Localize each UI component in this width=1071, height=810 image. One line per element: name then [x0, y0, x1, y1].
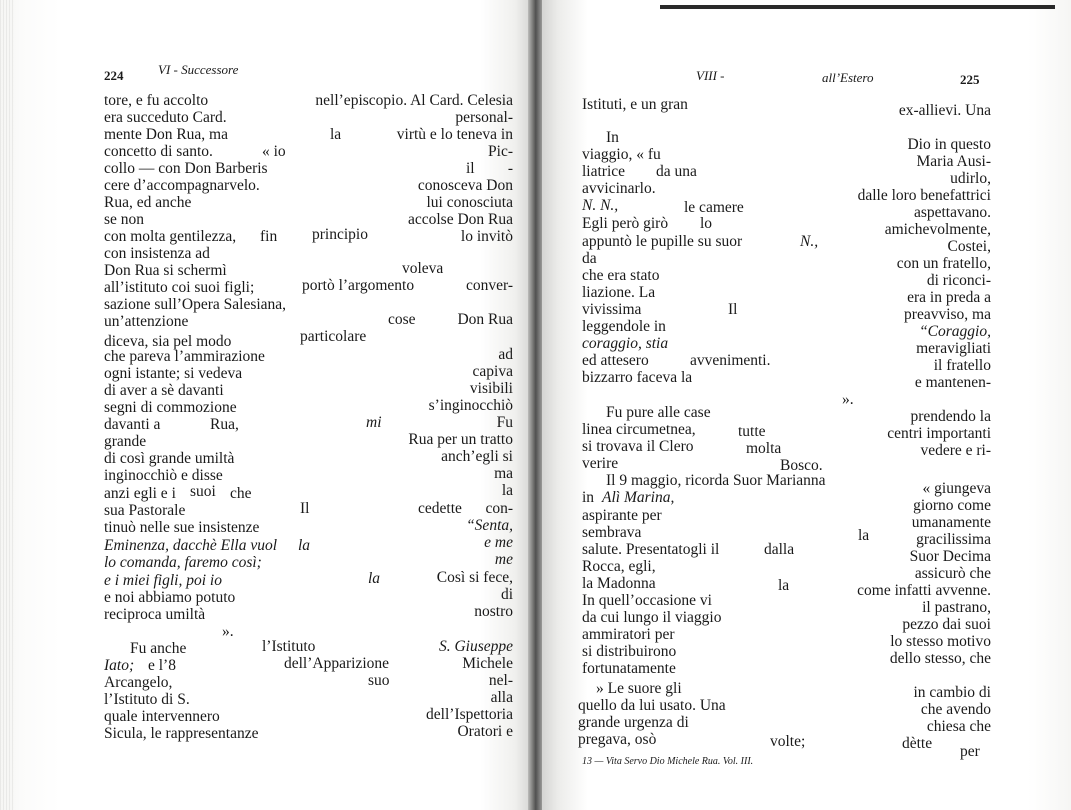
- text-line: Don Rua: [457, 311, 513, 328]
- text-line: che: [230, 485, 252, 502]
- text-line: si trovava il Clero: [582, 438, 694, 455]
- text-line: che era stato: [582, 267, 660, 284]
- text-line: conosceva Don: [417, 177, 513, 194]
- text-line: cedette: [418, 500, 462, 517]
- text-line: ed attesero: [582, 352, 649, 369]
- text-line: Alì Marina,: [602, 489, 675, 506]
- text-line: lui conosciuta: [426, 194, 513, 211]
- text-line: se non: [104, 211, 145, 228]
- text-line: accolse Don Rua: [407, 211, 513, 228]
- text-line: Fu: [496, 414, 513, 431]
- text-line: diceva, sia pel modo: [104, 333, 232, 350]
- text-line: pregava, osò: [578, 731, 657, 748]
- text-line: dalla: [764, 541, 795, 558]
- text-line: concetto di santo.: [104, 143, 213, 160]
- text-line: il pastrano,: [922, 599, 991, 616]
- text-line: N. N.,: [582, 197, 619, 214]
- text-line: dalle loro benefattrici: [857, 187, 991, 204]
- text-line: lo invitò: [460, 228, 513, 245]
- text-line: principio: [312, 226, 368, 243]
- text-line: Iato;: [104, 657, 135, 674]
- text-line: Maria Ausi-: [916, 153, 991, 170]
- text-line: lo comanda, faremo così;: [104, 554, 262, 571]
- text-line: gracilissima: [916, 531, 991, 548]
- text-line: la: [858, 527, 870, 544]
- text-line: che pareva l’ammirazione: [104, 348, 265, 365]
- text-line: me: [494, 551, 513, 568]
- text-line: con un fratello,: [896, 255, 991, 272]
- text-line: Fu pure alle case: [606, 404, 711, 421]
- text-line: Suor Decima: [909, 548, 991, 565]
- running-head-left: VI - Successore: [158, 62, 239, 77]
- text-line: fin: [260, 228, 278, 245]
- text-line: « io: [262, 143, 286, 160]
- text-line: ma: [494, 465, 513, 482]
- text-line: umanamente: [911, 514, 991, 531]
- text-line: liatrice: [582, 163, 626, 180]
- text-line: centri importanti: [887, 425, 991, 442]
- text-line: la: [298, 537, 311, 554]
- text-line: Costei,: [947, 238, 991, 255]
- text-line: segni di commozione: [104, 399, 237, 416]
- footnote: 13 — Vita Servo Dio Michele Rua. Vol. III.: [582, 756, 754, 767]
- text-line: cere d’accompagnarvelo.: [104, 177, 260, 194]
- text-line: nostro: [474, 603, 513, 620]
- text-line: quale intervennero: [104, 708, 220, 725]
- text-line: la: [368, 570, 381, 587]
- text-line: alla: [490, 689, 513, 706]
- text-line: l’Istituto di S.: [104, 691, 190, 708]
- text-line: che avendo: [920, 701, 991, 718]
- text-line: sazione sull’Opera Salesiana,: [104, 296, 287, 313]
- text-line: voleva: [402, 260, 444, 277]
- text-line: » Le suore gli: [596, 680, 682, 697]
- text-line: Dio in questo: [907, 136, 991, 153]
- text-line: virtù e lo teneva in: [396, 126, 513, 143]
- text-line: era in preda a: [907, 289, 991, 306]
- text-line: giorno come: [913, 497, 991, 514]
- text-line: e mantenen-: [914, 374, 991, 391]
- text-line: -: [507, 160, 513, 177]
- text-line: in: [582, 489, 595, 506]
- text-line: grande urgenza di: [578, 714, 689, 731]
- text-line: ammiratori per: [582, 626, 675, 643]
- text-line: il fratello: [933, 357, 991, 374]
- text-line: vedere e ri-: [920, 442, 991, 459]
- text-line: Egli però girò: [582, 215, 669, 232]
- text-line: e me: [484, 534, 513, 551]
- text-line: tutte: [738, 423, 766, 440]
- text-line: inginocchiò e disse: [104, 467, 223, 484]
- text-line: N.,: [800, 233, 819, 250]
- text-line: In quell’occasione vi: [582, 592, 712, 609]
- text-line: come infatti avvenne.: [857, 582, 991, 599]
- text-line: Rocca, egli,: [582, 558, 656, 575]
- text-line: la: [330, 126, 342, 143]
- page-number-right: 225: [960, 72, 980, 87]
- text-line: Don Rua si schermì: [104, 262, 227, 279]
- text-line: amichevolmente,: [884, 221, 991, 238]
- text-line: lo: [700, 215, 713, 232]
- text-line: personal-: [455, 109, 513, 126]
- text-line: mi: [366, 414, 382, 431]
- text-line: di: [500, 586, 513, 603]
- text-line: reciproca umiltà: [104, 606, 206, 623]
- text-line: vivissima: [582, 301, 642, 318]
- text-line: di riconci-: [926, 272, 991, 289]
- text-line: e noi abbiamo potuto: [104, 589, 236, 606]
- text-line: collo — con Don Barberis: [104, 160, 268, 177]
- text-line: di aver a sè davanti: [104, 382, 224, 399]
- text-line: di così grande umiltà: [104, 450, 235, 467]
- text-line: Rua,: [210, 416, 239, 433]
- text-line: l’Istituto: [262, 638, 316, 655]
- text-line: Il: [300, 500, 310, 517]
- text-line: anzi egli e i: [104, 485, 176, 502]
- text-line: dello stesso, che: [889, 650, 991, 667]
- text-line: Sicula, le rappresentanze: [104, 725, 259, 742]
- text-line: Oratori e: [457, 723, 513, 740]
- running-head-right-b: all’Estero: [822, 70, 874, 85]
- text-line: coraggio, stia: [582, 335, 669, 352]
- text-line: bizzarro faceva la: [582, 369, 693, 386]
- text-line: capiva: [472, 363, 513, 380]
- text-line: ogni istante; si vedeva: [104, 365, 243, 382]
- text-line: Il: [728, 301, 738, 318]
- text-line: aspettavano.: [913, 204, 991, 221]
- text-line: suoi: [190, 483, 216, 500]
- text-line: all’istituto coi suoi figli;: [104, 279, 255, 296]
- text-line: grande: [104, 433, 147, 450]
- text-line: cose: [388, 311, 416, 328]
- text-line: Fu anche: [130, 640, 187, 657]
- text-line: la Madonna: [582, 575, 656, 592]
- text-line: nel-: [488, 672, 513, 689]
- text-line: « giungeva: [922, 480, 991, 497]
- text-line: ».: [222, 623, 234, 640]
- text-line: viaggio, « fu: [582, 146, 661, 163]
- text-line: particolare: [300, 328, 367, 345]
- text-line: e i miei figli, poi io: [104, 572, 222, 589]
- text-line: un’attenzione: [104, 313, 189, 330]
- text-line: S. Giuseppe: [438, 638, 513, 655]
- text-line: Così si fece,: [436, 569, 513, 586]
- text-line: fortunatamente: [582, 660, 676, 677]
- text-line: con molta gentilezza,: [104, 228, 237, 245]
- text-line: sua Pastorale: [104, 502, 186, 519]
- text-line: Bosco.: [780, 457, 823, 474]
- text-line: linea circumetnea,: [582, 421, 696, 438]
- text-line: udirlo,: [950, 170, 991, 187]
- text-line: “Coraggio,: [919, 323, 991, 340]
- text-line: quello da lui usato. Una: [578, 697, 726, 714]
- text-line: visibili: [469, 380, 513, 397]
- text-line: Il 9 maggio, ricorda Suor Marianna: [606, 472, 826, 489]
- text-line: dell’Apparizione: [284, 655, 390, 672]
- text-line: anch’egli si: [441, 448, 513, 465]
- text-line: dell’Ispettoria: [426, 706, 513, 723]
- text-line: In: [606, 129, 619, 146]
- text-line: suo: [368, 672, 390, 689]
- text-line: “Senta,: [466, 517, 513, 534]
- text-line: Michele: [462, 655, 513, 672]
- text-line: tore, e fu accolto: [104, 92, 209, 109]
- text-line: chiesa che: [926, 718, 991, 735]
- text-line: con-: [485, 500, 513, 517]
- text-line: lo stesso motivo: [890, 633, 991, 650]
- text-line: ex-allievi. Una: [898, 102, 991, 119]
- text-line: da cui lungo il viaggio: [582, 609, 722, 626]
- text-line: avvenimenti.: [690, 352, 771, 369]
- text-line: Rua per un tratto: [408, 431, 513, 448]
- text-line: salute. Presentatogli il: [582, 541, 720, 558]
- text-line: ».: [842, 391, 854, 408]
- text-line: meravigliati: [916, 340, 991, 357]
- text-line: prendendo la: [910, 408, 991, 425]
- text-line: preavviso, ma: [904, 306, 991, 323]
- text-line: da una: [656, 163, 697, 180]
- book-edge: [0, 0, 14, 810]
- page-number-left: 224: [104, 68, 124, 83]
- text-line: assicurò che: [914, 565, 991, 582]
- text-line: s’inginocchiò: [428, 397, 513, 414]
- text-line: Eminenza, dacchè Ella vuol: [104, 537, 278, 554]
- text-line: verire: [582, 455, 619, 472]
- text-line: la: [778, 577, 790, 594]
- text-line: mente Don Rua, ma: [104, 126, 228, 143]
- text-line: sembrava: [582, 524, 642, 541]
- text-line: pezzo dai suoi: [902, 616, 991, 633]
- text-line: nell’episcopio. Al Card. Celesia: [315, 92, 513, 109]
- text-line: appuntò le pupille su suor: [582, 233, 743, 250]
- text-line: Rua, ed anche: [104, 194, 192, 211]
- text-line: con insistenza ad: [104, 245, 210, 262]
- text-line: in cambio di: [913, 684, 991, 701]
- text-line: molta: [746, 440, 782, 457]
- text-line: leggendole in: [582, 318, 666, 335]
- text-line: era succeduto Card.: [104, 109, 227, 126]
- text-line: la: [501, 482, 513, 499]
- text-line: volte;: [770, 733, 806, 750]
- text-line: aspirante per: [582, 507, 662, 524]
- text-line: davanti a: [104, 416, 161, 433]
- running-head-right-a: VIII -: [696, 68, 725, 83]
- text-line: Arcangelo,: [104, 674, 173, 691]
- text-line: il: [466, 160, 475, 177]
- book-gutter: [528, 0, 542, 810]
- text-line: tinuò nelle sue insistenze: [104, 519, 260, 536]
- text-line: si distribuirono: [582, 643, 677, 660]
- text-line: portò l’argomento: [302, 277, 415, 294]
- text-line: per: [960, 743, 980, 760]
- top-rule: [660, 5, 1055, 9]
- text-line: da: [582, 250, 597, 267]
- text-line: Pic-: [488, 143, 513, 160]
- text-line: ad: [498, 346, 513, 363]
- text-line: le camere: [684, 199, 744, 216]
- text-line: Istituti, e un gran: [582, 96, 688, 113]
- text-line: avvicinarlo.: [582, 180, 656, 197]
- text-line: dètte: [902, 735, 933, 752]
- text-line: liazione. La: [582, 284, 656, 301]
- text-line: e l’8: [148, 657, 176, 674]
- text-line: conver-: [465, 277, 513, 294]
